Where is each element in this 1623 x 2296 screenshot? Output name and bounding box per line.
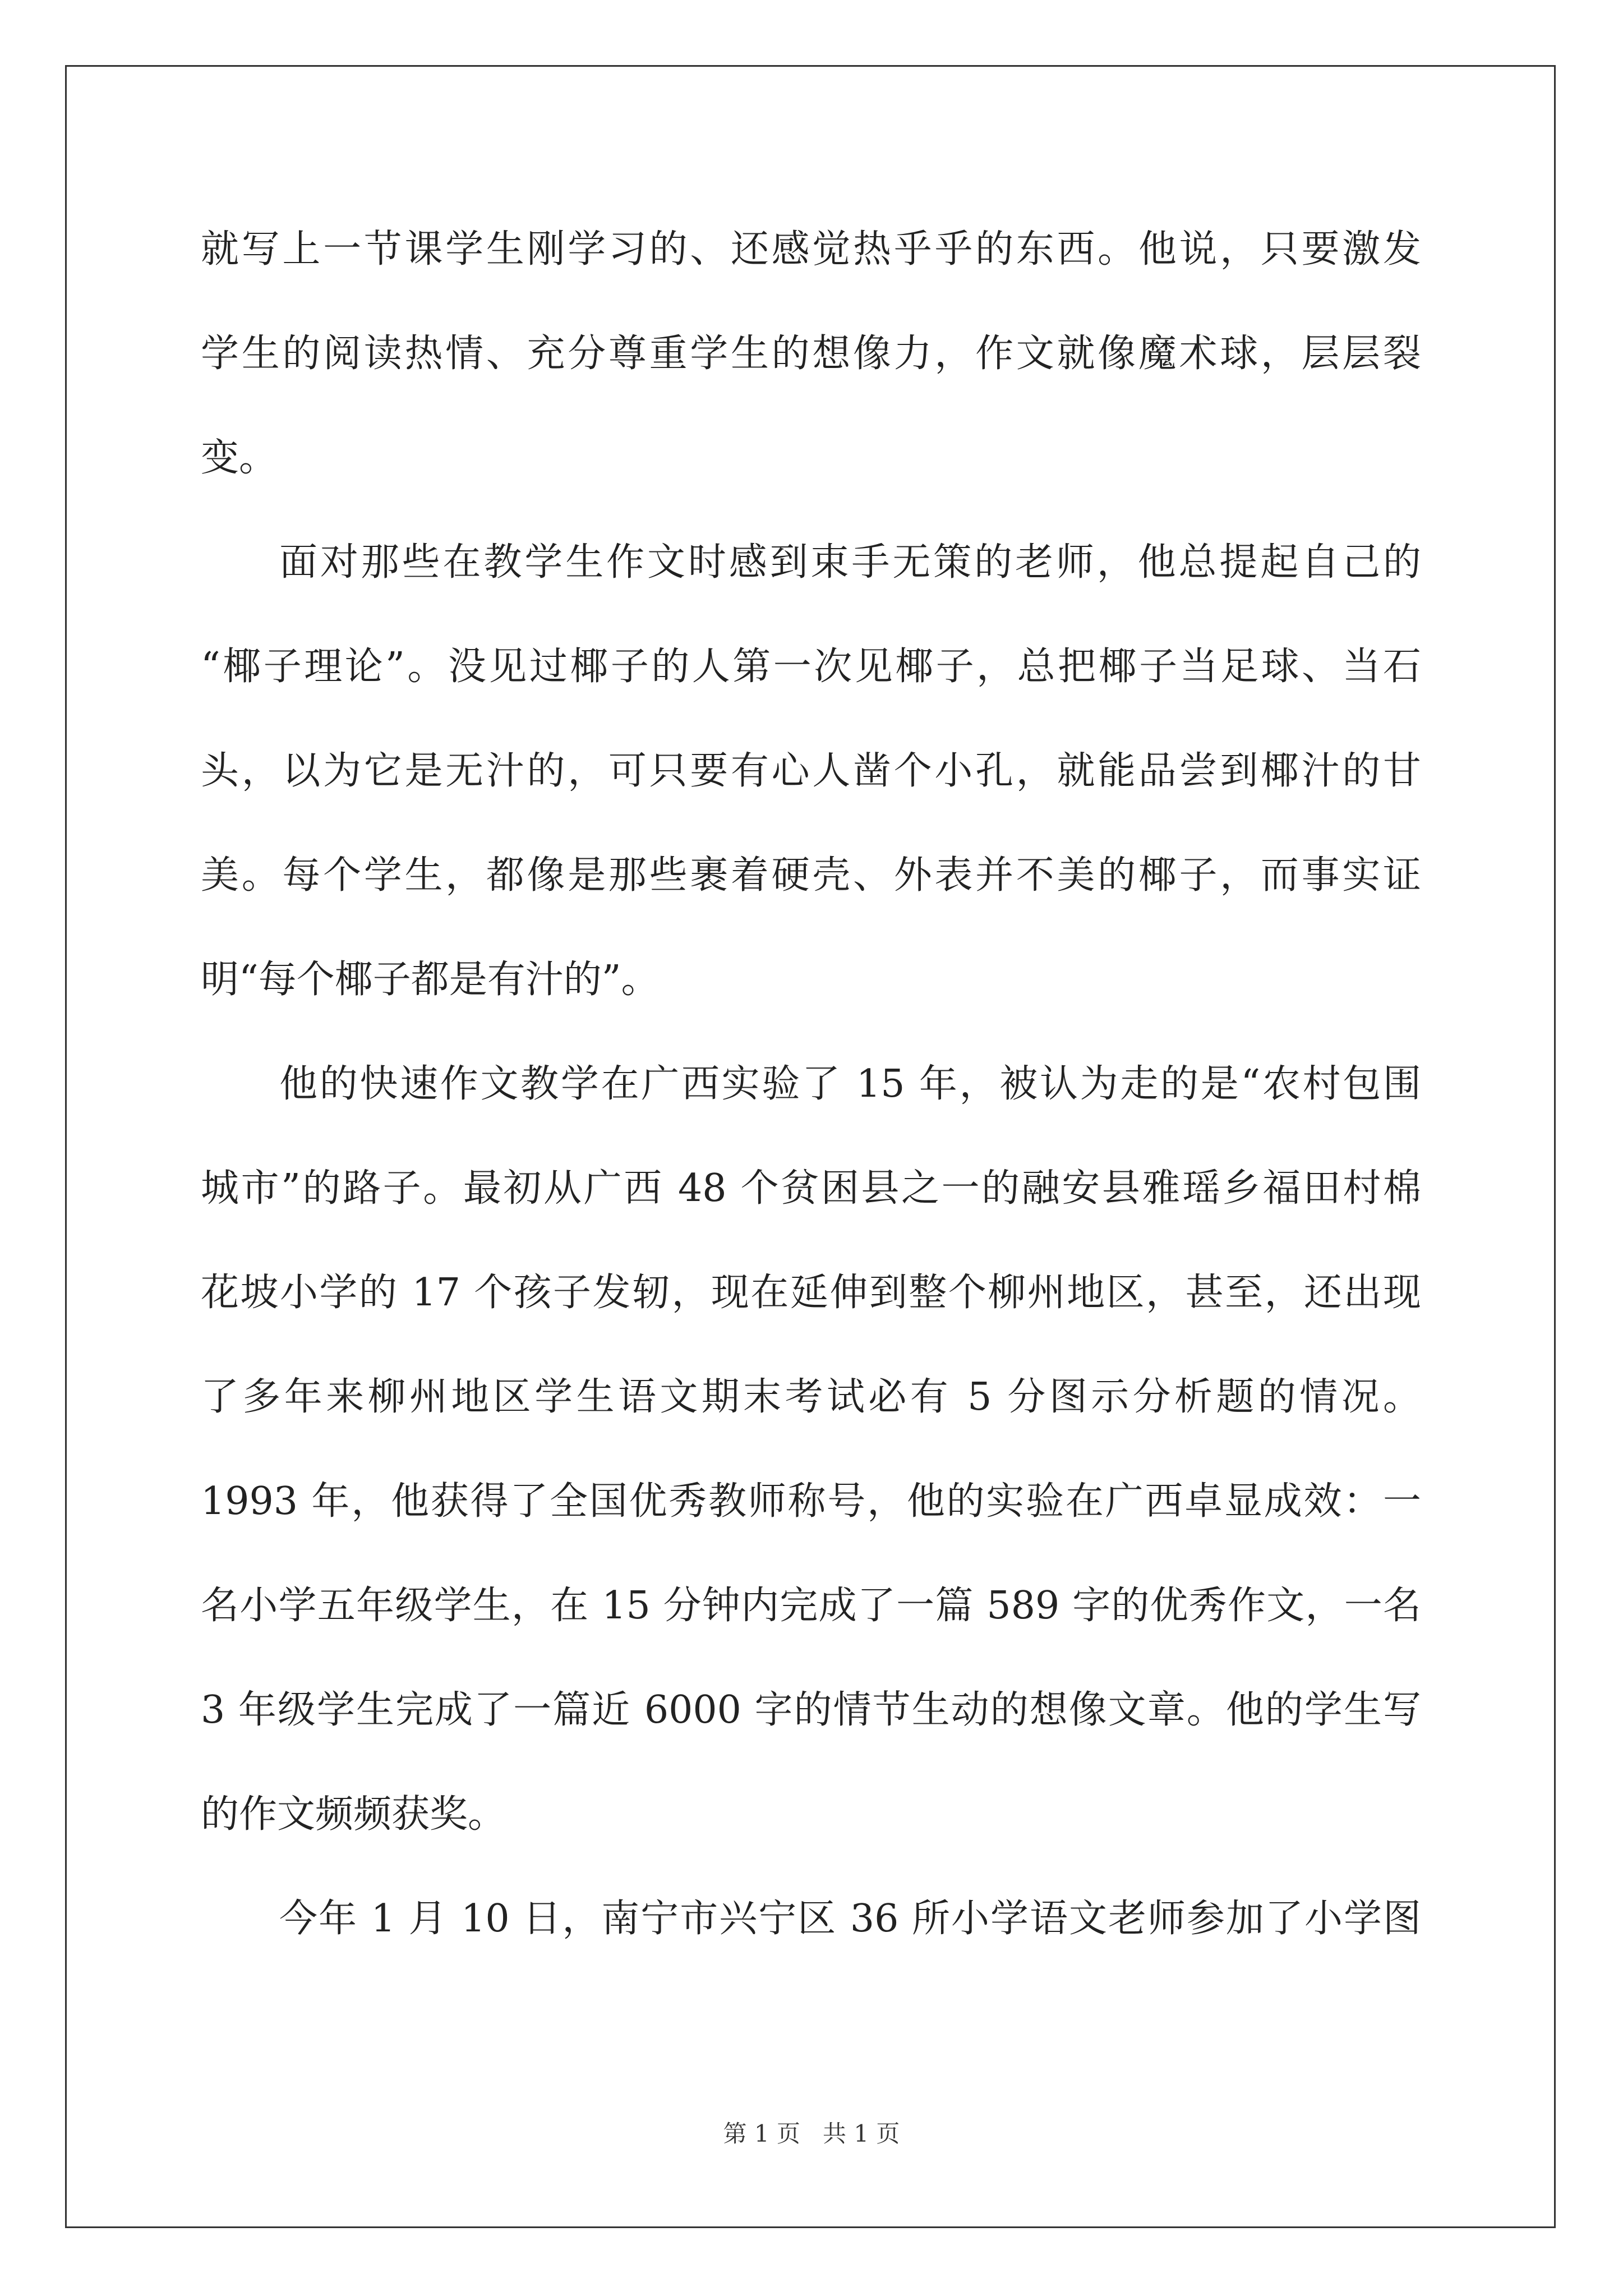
text-line: 花坡小学的 17 个孩子发轫，现在延伸到整个柳州地区，甚至，还出现 (201, 1271, 1421, 1315)
text-line: 学生的阅读热情、充分尊重学生的想像力，作文就像魔术球，层层裂 (201, 332, 1421, 376)
text-line: 1993 年，他获得了全国优秀教师称号，他的实验在广西卓显成效：一 (201, 1479, 1421, 1524)
page-number: 第 1 页 (723, 2120, 800, 2147)
page-footer (0, 2117, 1623, 2151)
text-line: 了多年来柳州地区学生语文期末考试必有 5 分图示分析题的情况。 (201, 1375, 1421, 1419)
paragraph-first-line: 他的快速作文教学在广西实验了 15 年，被认为走的是“农村包围 (279, 1062, 1421, 1106)
text-line: 名小学五年级学生，在 15 分钟内完成了一篇 589 字的优秀作文，一名 (201, 1584, 1421, 1628)
text-line: 的作文频频获奖。 (201, 1792, 506, 1837)
text-line: 美。每个学生，都像是那些裹着硬壳、外表并不美的椰子，而事实证 (201, 853, 1421, 898)
text-line: 3 年级学生完成了一篇近 6000 字的情节生动的想像文章。他的学生写 (201, 1688, 1421, 1732)
paragraph-first-line: 面对那些在教学生作文时感到束手无策的老师，他总提起自己的 (279, 540, 1421, 585)
text-line: 变。 (201, 436, 278, 480)
text-line: 头，以为它是无汁的，可只要有心人凿个小孔，就能品尝到椰汁的甘 (201, 749, 1421, 793)
text-line: “椰子理论”。没见过椰子的人第一次见椰子，总把椰子当足球、当石 (201, 645, 1421, 689)
page-total: 共 1 页 (823, 2120, 900, 2147)
text-line: 城市”的路子。最初从广西 48 个贫困县之一的融安县雅瑶乡福田村棉 (201, 1166, 1421, 1211)
document-body (201, 197, 1421, 1971)
paragraph-first-line: 今年 1 月 10 日，南宁市兴宁区 36 所小学语文老师参加了小学图 (279, 1897, 1421, 1941)
text-line: 就写上一节课学生刚学习的、还感觉热乎乎的东西。他说，只要激发 (201, 227, 1421, 272)
text-line: 明“每个椰子都是有汁的”。 (201, 958, 660, 1002)
